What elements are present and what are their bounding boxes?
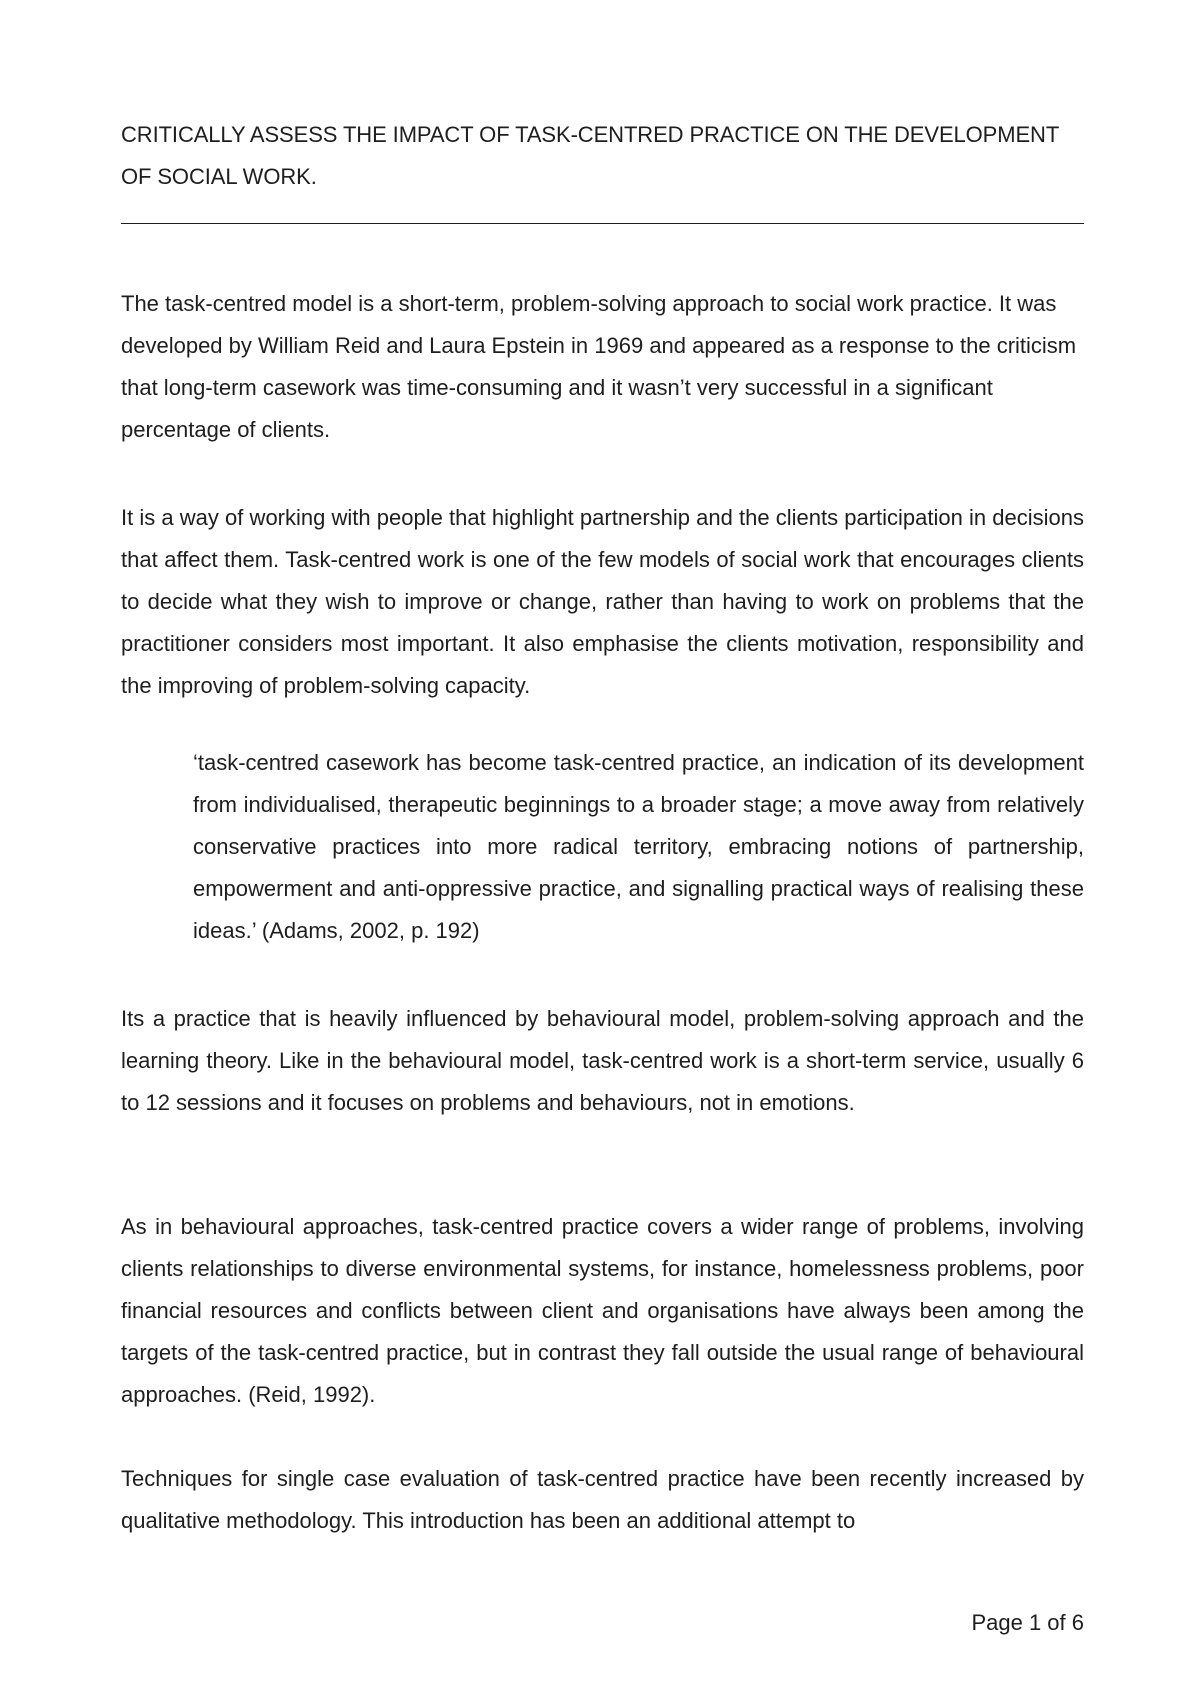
paragraph-range-of-problems: As in behavioural approaches, task-centred practice covers a wider range of problems, involving clients relationships to diverse environmental systems, for instance, homelessness problems, poor financial resources and conflicts between client and organisations have always been among the targets of the task-centred practice, but in contrast they fall outside the usual range of behavioural approaches. (Reid, 1992).	[121, 1214, 1084, 1407]
paragraph-influences: Its a practice that is heavily influenced by behavioural model, problem-solving approach and the learning theory. Like in the behavioural model, task-centred work is a short-term service, usually 6 to 12 sessions and it focuses on problems and behaviours, not in emotions.	[121, 1006, 1084, 1115]
paragraph-partnership: It is a way of working with people that highlight partnership and the clients participation in decisions that affect them. Task-centred work is one of the few models of social work that encourages clients to decide what they wish to improve or change, rather than having to work on problems that the practitioner considers most important. It also emphasise the clients motivation, responsibility and the improving of problem-solving capacity.	[121, 505, 1084, 698]
paragraph-intro: The task-centred model is a short-term, problem-solving approach to social work practice. It was developed by William Reid and Laura Epstein in 1969 and appeared as a response to the criticism that long-term casework was time-consuming and it wasn’t very successful in a significant percentage of clients.	[121, 291, 1077, 442]
paragraph-evaluation: Techniques for single case evaluation of task-centred practice have been recently increased by qualitative methodology. This introduction has been an additional attempt to	[121, 1466, 1084, 1533]
title-divider	[121, 223, 1084, 224]
block-quote: ‘task-centred casework has become task-centred practice, an indication of its development from individualised, therapeutic beginnings to a broader stage; a move away from relatively conservative practices into more radical territory, embracing notions of partnership, empowerment and anti-oppressive practice, and signalling practical ways of realising these ideas.’ (Adams, 2002, p. 192)	[193, 750, 1084, 943]
page-number: Page 1 of 6	[971, 1610, 1084, 1635]
document-title: CRITICALLY ASSESS THE IMPACT OF TASK-CENTRED PRACTICE ON THE DEVELOPMENT OF SOCIAL WORK.	[121, 122, 1059, 189]
